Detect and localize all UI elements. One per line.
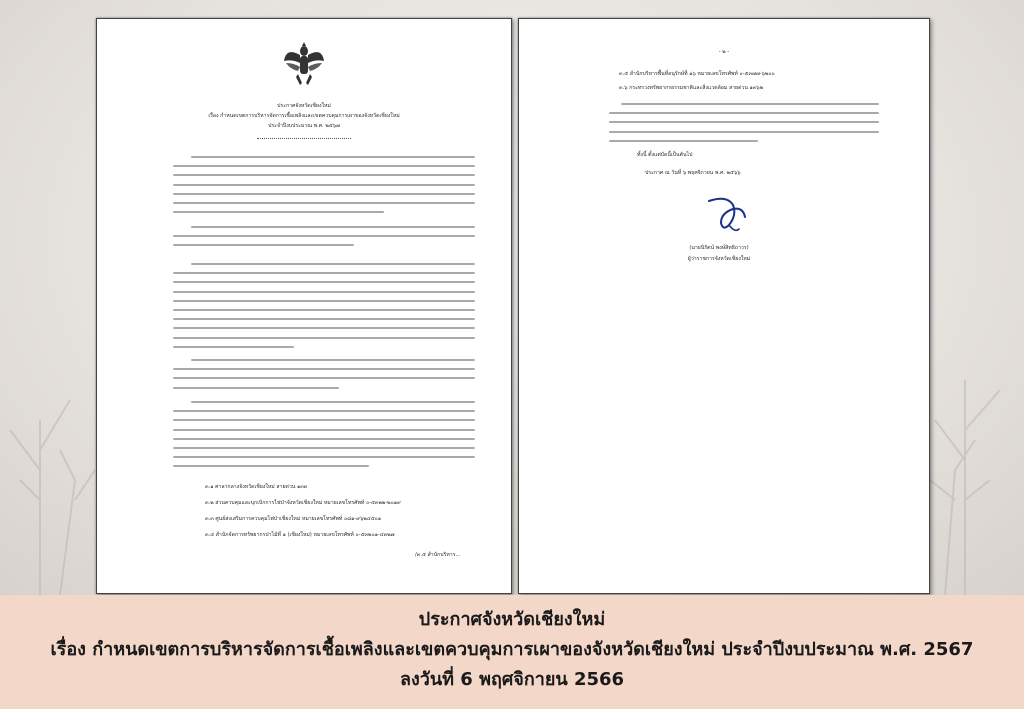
caption-subject: เรื่อง กำหนดเขตการบริหารจัดการเชื้อเพลิงและเขตควบคุมการเผาของจังหวัดเชียงใหม่ ประจำปีงบประมาณ พ.ศ. 2567 bbox=[50, 639, 974, 660]
page2-closing: ทั้งนี้ ตั้งแต่บัดนี้เป็นต้นไป bbox=[637, 152, 693, 158]
contact-item-5: ๓.๕ สำนักบริหารพื้นที่อนุรักษ์ที่ ๑๖ หมายเลขโทรศัพท์ ๐-๕๓๗๗-๖๒๐๐ bbox=[619, 71, 775, 77]
contact-item-3: ๓.๓ ศูนย์ส่งเสริมการควบคุมไฟป่าเชียงใหม่ หมายเลขโทรศัพท์ ๐๘๑-๙๖๒๔๕๐๑ bbox=[205, 516, 382, 522]
body-paragraph-1 bbox=[173, 156, 475, 220]
contact-item-2: ๓.๒ ส่วนควบคุมและบุกเบิกการไฟป่าจังหวัดเชียงใหม่ หมายเลขโทรศัพท์ ๐-๕๓๒๒-๒๐๑๙ bbox=[205, 500, 401, 506]
contact-item-4: ๓.๔ สำนักจัดการทรัพยากรป่าไม้ที่ ๑ (เชียงใหม่) หมายเลขโทรศัพท์ ๐-๕๓๒๐๑-๔๓๒๗ bbox=[205, 532, 395, 538]
signer-name: (นายนิรัตน์ พงษ์สิทธิถาวร) bbox=[689, 245, 749, 251]
page1-continuation: /๓.๕ สำนักบริหาร... bbox=[415, 552, 461, 558]
garuda-emblem-icon bbox=[282, 39, 326, 87]
caption-date: ลงวันที่ 6 พฤศจิกายน 2566 bbox=[399, 669, 625, 690]
document-page-2 bbox=[518, 18, 930, 594]
page1-header-year: ประจำปีงบประมาณ พ.ศ. ๒๕๖๗ bbox=[268, 123, 340, 129]
signer-title: ผู้ว่าราชการจังหวัดเชียงใหม่ bbox=[687, 256, 751, 262]
announce-date: ประกาศ ณ วันที่ ๖ พฤศจิกายน พ.ศ. ๒๕๖๖ bbox=[645, 170, 741, 176]
header-separator bbox=[257, 138, 351, 139]
signature-image bbox=[699, 189, 759, 239]
page2-number: - ๒ - bbox=[718, 49, 730, 55]
body-paragraph-5 bbox=[173, 401, 475, 475]
page1-header-subject: เรื่อง กำหนดเขตการบริหารจัดการเชื้อเพลิงและเขตควบคุมการเผาของจังหวัดเชียงใหม่ bbox=[208, 113, 400, 119]
body-paragraph-4 bbox=[173, 359, 475, 396]
contact-item-6: ๓.๖ กระทรวงทรัพยากรธรรมชาติและสิ่งแวดล้อม สายด่วน ๑๓๖๒ bbox=[619, 85, 764, 91]
body-paragraph-2 bbox=[173, 226, 475, 254]
caption-banner bbox=[0, 595, 1024, 709]
caption-title: ประกาศจังหวัดเชียงใหม่ bbox=[418, 609, 606, 630]
contact-item-1: ๓.๑ ศาลากลางจังหวัดเชียงใหม่ สายด่วน ๑๓๓ bbox=[205, 484, 308, 490]
body-paragraph-3 bbox=[173, 263, 475, 355]
page1-header-title: ประกาศจังหวัดเชียงใหม่ bbox=[277, 103, 331, 109]
document-page-1 bbox=[96, 18, 512, 594]
page2-paragraph-4 bbox=[609, 103, 879, 149]
